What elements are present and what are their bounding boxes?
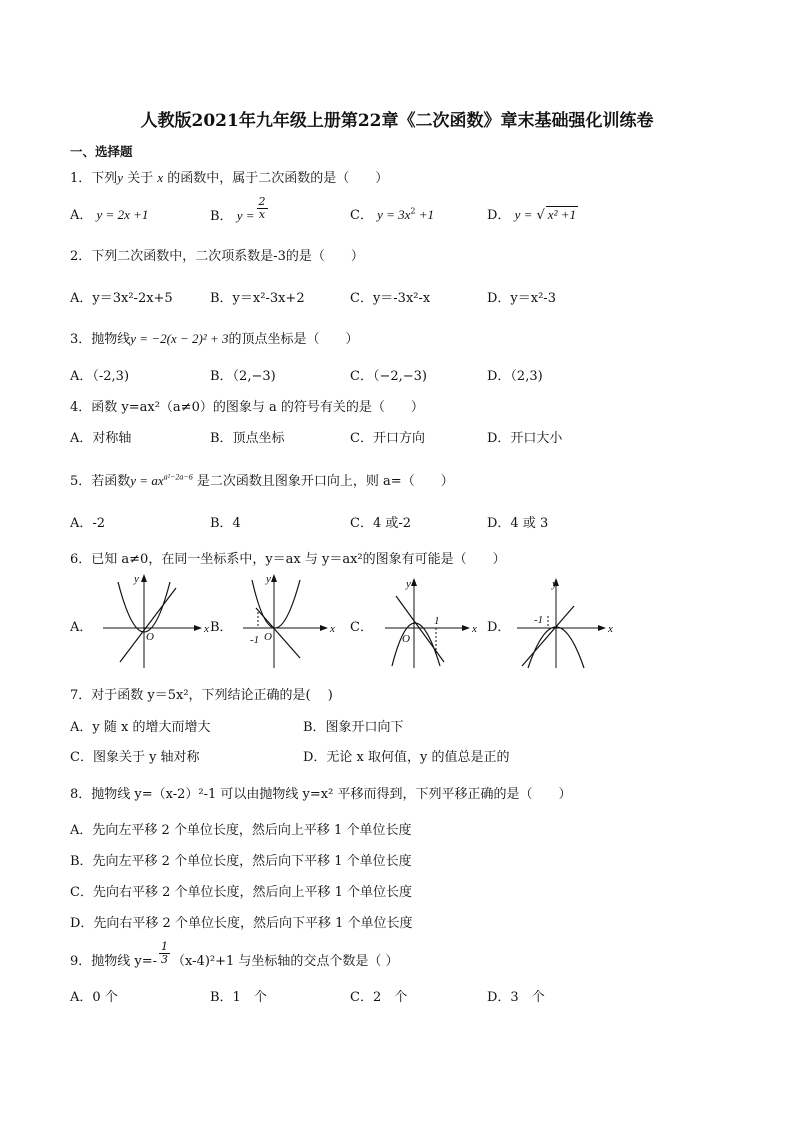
q3-option-c[interactable]: C．（−2,−3) xyxy=(350,369,427,384)
question-3: 3．抛物线y = −2(x − 2)² + 3的顶点坐标是（ ） xyxy=(70,331,359,347)
q3-option-d[interactable]: D．（2,3) xyxy=(487,369,543,384)
q2-option-d[interactable]: D．y＝x²-3 xyxy=(487,291,556,306)
graph-d-x-label: x xyxy=(608,623,613,635)
q9-option-c[interactable]: C．2 个 xyxy=(350,990,408,1005)
q6-option-a-label[interactable]: A． xyxy=(70,620,93,635)
q3-option-a[interactable]: A．（-2,3) xyxy=(70,369,130,384)
q7-option-b[interactable]: B．图象开口向下 xyxy=(303,720,404,735)
q6-graph-a[interactable] xyxy=(98,570,208,670)
graph-a-x-label: x xyxy=(204,623,209,635)
q8-option-d[interactable]: D．先向右平移 2 个单位长度，然后向下平移 1 个单位长度 xyxy=(70,916,413,931)
graph-c-y-label: y xyxy=(406,578,411,590)
graph-d-y-label: y xyxy=(552,578,557,590)
q7-option-d[interactable]: D．无论 x 取何值，y 的值总是正的 xyxy=(303,750,510,765)
graph-d-minus1-label: -1 xyxy=(534,614,544,626)
graph-a-y-label: y xyxy=(134,573,139,585)
q1-stem-mid: 关于 xyxy=(123,171,158,186)
graph-c-x-label: x xyxy=(472,623,477,635)
q1-stem-end: 的函数中，属于二次函数的是（ ） xyxy=(163,171,389,186)
graph-b-x-label: x xyxy=(330,623,335,635)
q1-stem: 1．下列 xyxy=(70,171,118,186)
question-2: 2．下列二次函数中，二次项系数是-3的是（ ） xyxy=(70,249,364,264)
q1-option-c[interactable]: C． $y = 3x^2 +1$ xyxy=(350,206,435,223)
question-1 xyxy=(70,167,388,186)
q1-option-d[interactable]: D． y = √ x² +1 xyxy=(487,207,576,223)
q6-graph-d[interactable] xyxy=(512,570,616,670)
q1-option-b[interactable]: B． y = $\frac{2}{x}$ xyxy=(210,195,266,224)
q2-option-b[interactable]: B．y＝x²-3x+2 xyxy=(210,291,305,306)
q6-option-b-label[interactable]: B． xyxy=(210,620,233,635)
q5-option-b[interactable]: B．4 xyxy=(210,516,241,531)
graph-c-origin-label: O xyxy=(402,633,410,645)
q4-option-d[interactable]: D．开口大小 xyxy=(487,431,563,446)
q1-b-lhs: y = xyxy=(236,208,255,223)
graph-b-y-label: y xyxy=(266,573,271,585)
q8-option-c[interactable]: C．先向右平移 2 个单位长度，然后向上平移 1 个单位长度 xyxy=(70,885,413,900)
graph-b-origin-label: O xyxy=(264,631,272,643)
q1-d-radicand: x² +1 xyxy=(547,207,576,222)
question-9: 9．抛物线 y=- $\frac{1}{3}$ （x-4)²+1 与坐标轴的交点个数是（ ） xyxy=(70,940,399,969)
q2-option-a[interactable]: A．y＝3x²-2x+5 xyxy=(70,291,173,306)
q6-option-c-label[interactable]: C． xyxy=(350,620,373,635)
q9-fraction: $\frac{1}{3}$ xyxy=(161,940,169,966)
q5-option-d[interactable]: D．4 或 3 xyxy=(487,516,549,531)
q8-option-b[interactable]: B．先向左平移 2 个单位长度，然后向下平移 1 个单位长度 xyxy=(70,854,412,869)
q7-option-a[interactable]: A．y 随 x 的增大而增大 xyxy=(70,720,211,735)
q5-option-c[interactable]: C．4 或-2 xyxy=(350,516,412,531)
q4-option-c[interactable]: C．开口方向 xyxy=(350,431,425,446)
q7-option-c[interactable]: C．图象关于 y 轴对称 xyxy=(70,750,200,765)
graph-c-one-label: 1 xyxy=(434,615,440,627)
q1-b-fraction: $\frac{2}{x}$ xyxy=(258,195,266,221)
section-heading: 一、选择题 xyxy=(70,144,133,159)
q5-option-a[interactable]: A．-2 xyxy=(70,516,106,531)
q9-option-a[interactable]: A．0 个 xyxy=(70,990,118,1005)
q2-option-c[interactable]: C．y＝-3x²-x xyxy=(350,291,431,306)
q1-var-x: x xyxy=(157,170,164,185)
q1-option-a[interactable]: A． y = 2x +1 xyxy=(70,207,149,223)
q9-option-d[interactable]: D．3 个 xyxy=(487,990,545,1005)
question-7: 7．对于函数 y＝5x²，下列结论正确的是( ) xyxy=(70,688,333,703)
q9-option-b[interactable]: B．1 个 xyxy=(210,990,267,1005)
q4-option-b[interactable]: B．顶点坐标 xyxy=(210,431,285,446)
question-8: 8．抛物线 y=（x-2）²-1 可以由抛物线 y=x² 平移而得到，下列平移正确的是（ ） xyxy=(70,787,572,802)
question-6: 6．已知 a≠0，在同一坐标系中，y＝ax 与 y＝ax²的图象有可能是（ ） xyxy=(70,552,506,567)
question-5: 5．若函数$y = ax^{a^2-2a-6}$ 是二次函数且图象开口向上，则 a=（ ） xyxy=(70,472,454,489)
q1-var-y: y xyxy=(117,170,124,185)
q6-option-d-label[interactable]: D． xyxy=(487,620,511,635)
q4-option-a[interactable]: A．对称轴 xyxy=(70,431,132,446)
q3-option-b[interactable]: B．（2,−3) xyxy=(210,369,276,384)
q5-exponent: a²−2a−6 xyxy=(163,472,193,482)
q3-expr: y = −2(x − 2)² + 3 xyxy=(130,331,229,346)
q8-option-a[interactable]: A．先向左平移 2 个单位长度，然后向上平移 1 个单位长度 xyxy=(70,823,412,838)
q1-a-expr: y = 2x +1 xyxy=(96,207,149,222)
graph-b-minus1-label: -1 xyxy=(250,634,260,646)
page-title: 人教版2021年九年级上册第22章《二次函数》章末基础强化训练卷 xyxy=(140,111,654,131)
q6-graph-b[interactable] xyxy=(238,570,338,670)
q6-graph-c[interactable] xyxy=(380,570,480,670)
question-4: 4．函数 y=ax²（a≠0）的图象与 a 的符号有关的是（ ） xyxy=(70,400,424,415)
graph-a-origin-label: O xyxy=(146,631,154,643)
